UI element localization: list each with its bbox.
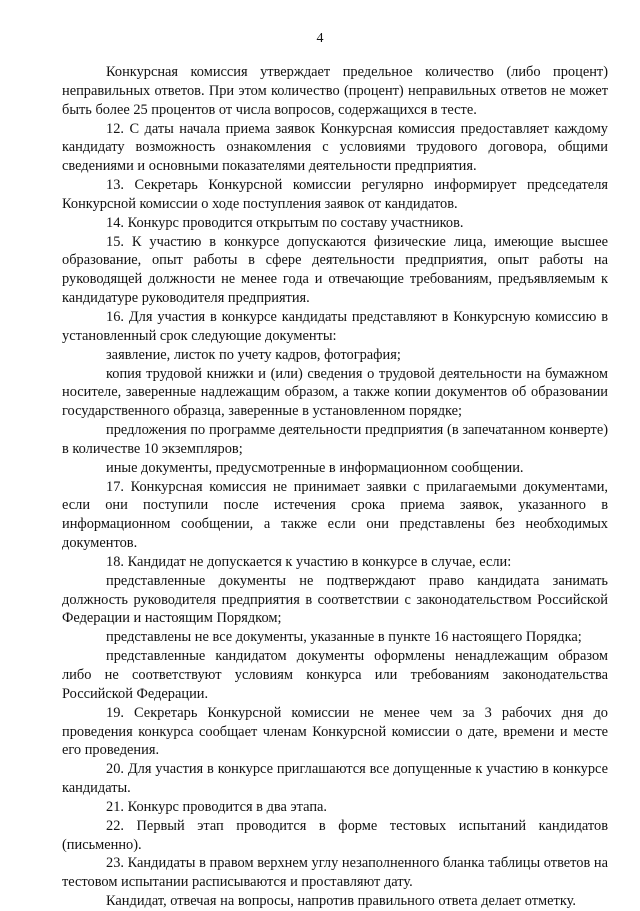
list-item-other-documents: иные документы, предусмотренные в информационном сообщении.: [106, 459, 524, 476]
list-item-rights-not-confirmed: представленные документы не подтверждают право кандидата занимать должность руководителя предприятия в соответствии с законодательством Российской Федерации и настоящим Порядком;: [62, 572, 608, 627]
paragraph-12: 12. С даты начала приема заявок Конкурсная комиссия предоставляет каждому кандидату возможность ознакомления с условиями трудового договора, общими сведениями и основными показателями деятельности предприятия.: [62, 120, 608, 175]
paragraph-23: 23. Кандидаты в правом верхнем углу незаполненного бланка таблицы ответов на тестовом испытании расписываются и проставляют дату.: [62, 855, 608, 891]
paragraph-16: 16. Для участия в конкурсе кандидаты представляют в Конкурсную комиссию в установленный срок следующие документы:: [62, 308, 608, 344]
list-item-application: заявление, листок по учету кадров, фотография;: [106, 346, 401, 363]
paragraph-20: 20. Для участия в конкурсе приглашаются все допущенные к участию в конкурсе кандидаты.: [62, 761, 608, 797]
paragraph-17: 17. Конкурсная комиссия не принимает заявки с прилагаемыми документами, если они поступили после истечения срока приема заявок, указанного в информационном сообщении, а также если они представлены без необходимых документов.: [62, 478, 608, 552]
paragraph-15: 15. К участию в конкурсе допускаются физические лица, имеющие высшее образование, опыт работы в сфере деятельности предприятия, опыт работы на руководящей должности не менее года и отвечающие требованиям, предъявляемым к кандидатуре руководителя предприятия.: [62, 233, 608, 307]
list-item-incomplete-documents: представлены не все документы, указанные в пункте 16 настоящего Порядка;: [106, 629, 582, 646]
paragraph-commission-error-limit: Конкурсная комиссия утверждает предельное количество (либо процент) неправильных ответов. При этом количество (процент) неправильных ответов не может быть более 25 процентов от числа вопросов, содержащихся в тесте.: [62, 64, 608, 118]
paragraph-13: 13. Секретарь Конкурсной комиссии регулярно информирует председателя Конкурсной комиссии о ходе поступления заявок от кандидатов.: [62, 177, 608, 212]
page-number: 4: [316, 31, 324, 46]
paragraph-22: 22. Первый этап проводится в форме тестовых испытаний кандидатов (письменно).: [62, 817, 608, 853]
document-body: [62, 63, 608, 911]
list-item-employment-record: копия трудовой книжки и (или) сведения о трудовой деятельности на бумажном носителе, заверенные надлежащим образом, а также копии документов об образовании государственного образца, заверенные в установленном порядке;: [62, 365, 608, 420]
paragraph-21: 21. Конкурс проводится в два этапа.: [106, 798, 328, 815]
paragraph-18: 18. Кандидат не допускается к участию в конкурсе в случае, если:: [106, 553, 512, 570]
list-item-program-proposals: предложения по программе деятельности предприятия (в запечатанном конверте) в количестве 10 экземпляров;: [62, 422, 608, 457]
paragraph-candidate-marking: Кандидат, отвечая на вопросы, напротив правильного ответа делает отметку.: [106, 893, 576, 910]
list-item-improper-documents: представленные кандидатом документы оформлены ненадлежащим образом либо не соответствуют условиям конкурса или требованиям законодательства Российской Федерации.: [62, 648, 608, 702]
paragraph-14: 14. Конкурс проводится открытым по составу участников.: [106, 214, 464, 231]
paragraph-19: 19. Секретарь Конкурсной комиссии не менее чем за 3 рабочих дня до проведения конкурса сообщает членам Конкурсной комиссии о дате, времени и месте его проведения.: [62, 704, 608, 759]
